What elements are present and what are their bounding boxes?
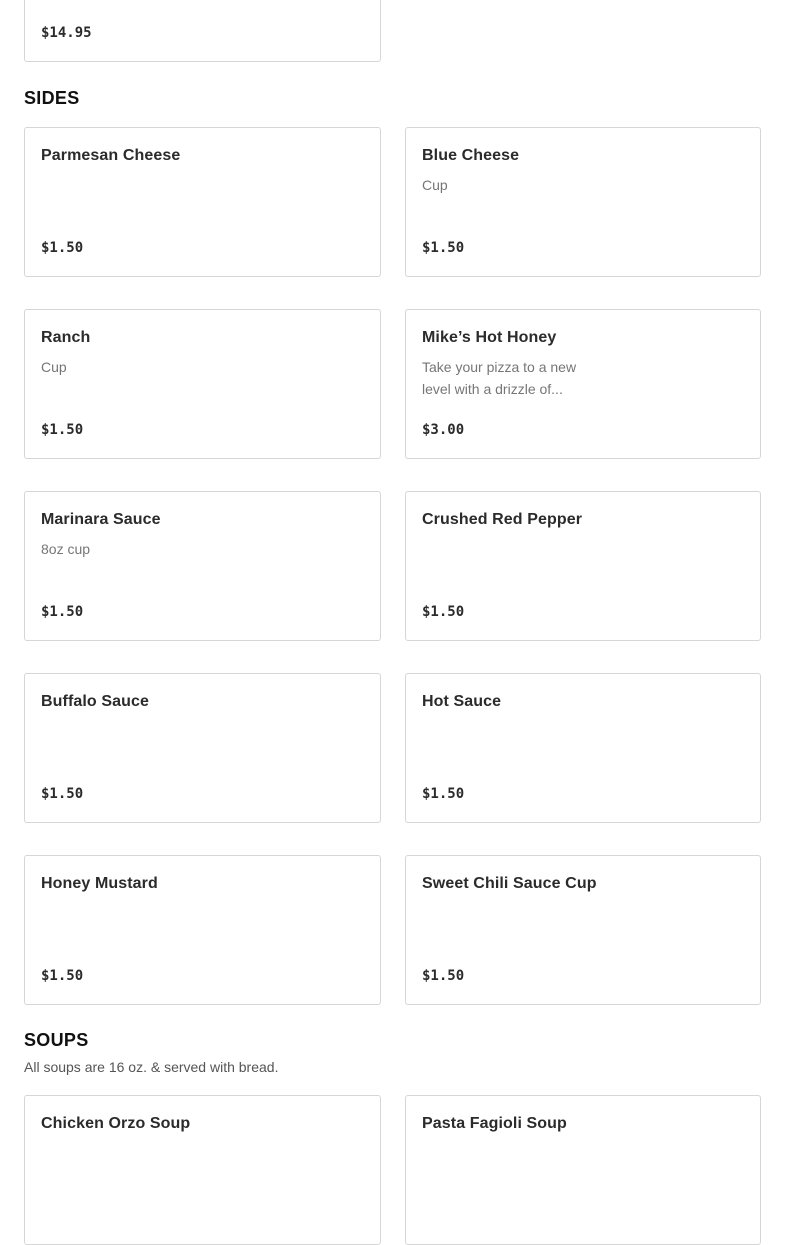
item-price: $1.50 bbox=[41, 422, 84, 438]
menu-item-card[interactable] bbox=[405, 855, 761, 1005]
item-name: Ranch bbox=[41, 329, 91, 346]
menu-item-card[interactable] bbox=[24, 0, 381, 62]
section-note-soups: All soups are 16 oz. & served with bread. bbox=[24, 1059, 279, 1075]
item-description: 8oz cup bbox=[41, 541, 91, 557]
item-description: Cup bbox=[41, 359, 67, 375]
item-description: Take your pizza to a new level with a drizzle of... bbox=[422, 359, 577, 397]
menu-item-card[interactable] bbox=[405, 491, 761, 641]
item-name: Parmesan Cheese bbox=[41, 147, 181, 164]
menu-item-card[interactable] bbox=[24, 855, 381, 1005]
menu-item-card[interactable] bbox=[405, 1095, 761, 1245]
item-name: Chicken Orzo Soup bbox=[41, 1115, 191, 1132]
item-name: Blue Cheese bbox=[422, 147, 520, 164]
item-price: $3.00 bbox=[422, 422, 465, 438]
item-price: $1.50 bbox=[422, 968, 465, 984]
menu-item-card[interactable] bbox=[24, 127, 381, 277]
item-name: Marinara Sauce bbox=[41, 511, 161, 528]
item-name: Hot Sauce bbox=[422, 693, 502, 710]
menu-item-card[interactable] bbox=[24, 309, 381, 459]
section-title-soups: SOUPS bbox=[24, 1030, 89, 1050]
item-price: $14.95 bbox=[41, 25, 92, 41]
item-description: Cup bbox=[422, 177, 448, 193]
item-name: Pasta Fagioli Soup bbox=[422, 1115, 567, 1132]
item-name: Honey Mustard bbox=[41, 875, 158, 892]
item-price: $1.50 bbox=[422, 786, 465, 802]
item-price: $1.50 bbox=[422, 240, 465, 256]
item-price: $1.50 bbox=[41, 604, 84, 620]
section-title-sides: SIDES bbox=[24, 88, 80, 108]
menu-item-card[interactable] bbox=[405, 673, 761, 823]
item-name: Crushed Red Pepper bbox=[422, 511, 583, 528]
item-price: $1.50 bbox=[41, 240, 84, 256]
menu-item-card[interactable] bbox=[24, 491, 381, 641]
menu-item-card[interactable] bbox=[24, 1095, 381, 1245]
item-name: Buffalo Sauce bbox=[41, 693, 149, 710]
item-price: $1.50 bbox=[41, 968, 84, 984]
item-name: Sweet Chili Sauce Cup bbox=[422, 875, 597, 892]
item-price: $1.50 bbox=[41, 786, 84, 802]
menu-item-card[interactable] bbox=[405, 127, 761, 277]
item-name: Mike’s Hot Honey bbox=[422, 329, 557, 346]
menu-item-card[interactable] bbox=[24, 673, 381, 823]
item-price: $1.50 bbox=[422, 604, 465, 620]
menu-item-card[interactable] bbox=[405, 309, 761, 459]
